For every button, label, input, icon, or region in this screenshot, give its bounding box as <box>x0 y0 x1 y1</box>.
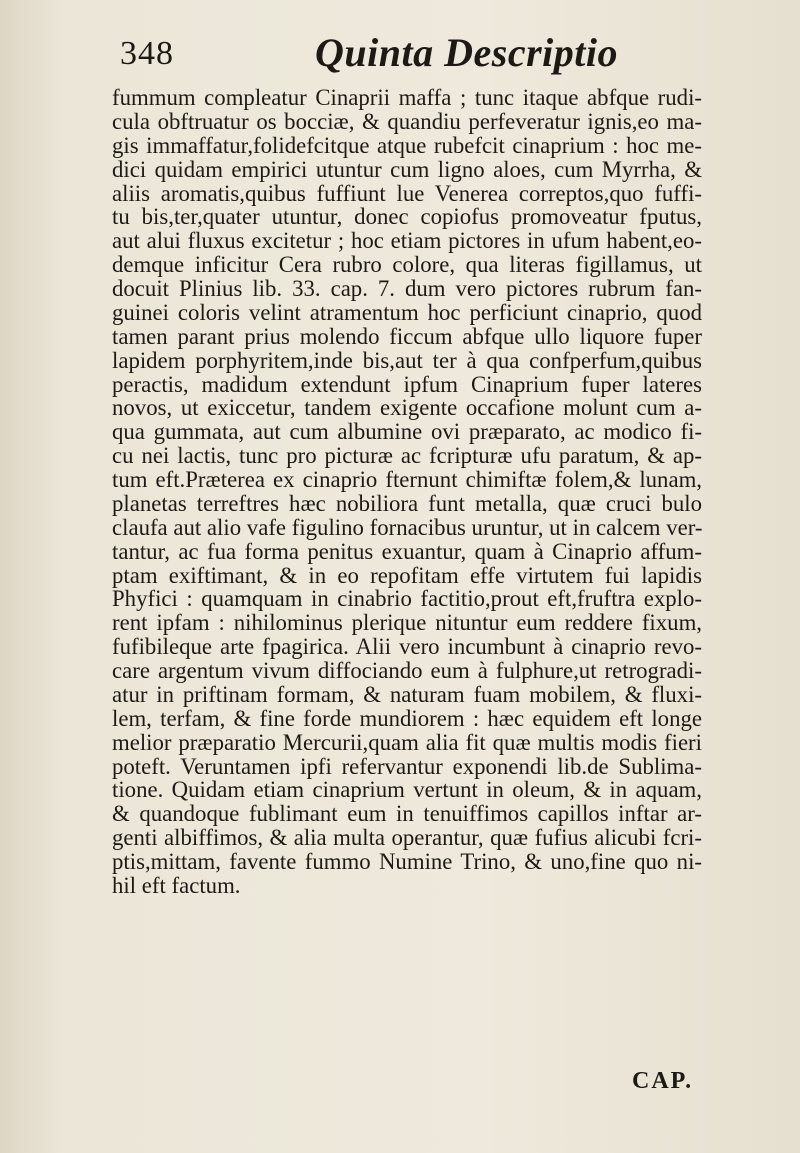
text-line: melior præparatio Mercurii,quam alia fit quæ multis modis fieri <box>112 729 702 755</box>
text-line: ptis,mittam, favente fummo Numine Trino, & uno,fine quo ni- <box>112 849 702 874</box>
text-line: novos, ut exiccetur, tandem exigente occafione molunt cum a- <box>112 395 702 421</box>
text-line-last: hil eft factum. <box>112 872 241 898</box>
text-line: peractis, madidum extendunt ipfum Cinaprium fuper lateres <box>112 371 702 397</box>
catchword: CAP. <box>632 1068 694 1094</box>
text-line: gis immaffatur,folidefcitque atque rubefcit cinaprium : hoc me- <box>112 132 702 158</box>
text-line: atur in priftinam formam, & naturam fuam mobilem, & fluxi- <box>112 681 702 707</box>
text-line: aut alui fluxus excitetur ; hoc etiam pictores in ufum habent,eo- <box>112 228 702 254</box>
page-number: 348 <box>120 35 174 72</box>
text-line: fufibileque arte fpagirica. Alii vero incumbunt à cinaprio revo- <box>112 634 702 660</box>
text-line: poteft. Veruntamen ipfi refervantur exponendi lib.de Sublima- <box>112 753 702 779</box>
text-line: dici quidam empirici utuntur cum ligno aloes, cum Myrrha, & <box>112 156 702 182</box>
text-line: care argentum vivum diffociando eum à fulphure,ut retrogradi- <box>112 658 702 683</box>
text-line: tu bis,ter,quater utuntur, donec copiofus promoveatur fputus, <box>112 204 702 230</box>
text-line: tione. Quidam etiam cinaprium vertunt in oleum, & in aquam, <box>112 777 702 803</box>
text-line: tamen parant prius molendo ficcum abfque ullo liquore fuper <box>112 323 702 349</box>
text-line: planetas terreftres hæc nobiliora funt metalla, quæ cruci bulo <box>112 490 702 516</box>
text-line: fummum compleatur Cinaprii maffa ; tunc itaque abfque rudi- <box>112 85 702 110</box>
body-text <box>112 86 702 898</box>
text-line: tantur, ac fua forma penitus exuantur, quam à Cinaprio affum- <box>112 538 702 564</box>
running-title: Quinta Descriptio <box>315 30 618 75</box>
text-line: cu nei lactis, tunc pro picturæ ac fcripturæ ufu paratum, & ap- <box>112 443 702 469</box>
text-line: aliis aromatis,quibus fuffiunt lue Venerea correptos,quo fuffi- <box>112 180 702 206</box>
text-line: claufa aut alio vafe figulino fornacibus uruntur, ut in calcem ver- <box>112 514 703 540</box>
text-line: qua gummata, aut cum albumine ovi præparato, ac modico fi- <box>112 419 702 445</box>
text-line: docuit Plinius lib. 33. cap. 7. dum vero pictores rubrum fan- <box>112 276 702 301</box>
text-line: & quandoque fublimant eum in tenuiffimos capillos inftar ar- <box>112 801 702 827</box>
text-line: genti albiffimos, & alia multa operantur, quæ fufius alicubi fcri- <box>112 825 702 851</box>
text-line: Phyfici : quamquam in cinabrio factitio,prout eft,fruftra explo- <box>112 586 702 612</box>
text-line: tum eft.Præterea ex cinaprio fternunt chimiftæ folem,& lunam, <box>112 467 702 492</box>
text-line: demque inficitur Cera rubro colore, qua literas figillamus, ut <box>112 252 702 278</box>
text-line: ptam exiftimant, & in eo repofitam effe virtutem fui lapidis <box>112 562 702 588</box>
text-line: lapidem porphyritem,inde bis,aut ter à qua confperfum,quibus <box>112 347 702 373</box>
text-line: rent ipfam : nihilominus plerique nituntur eum reddere fixum, <box>112 610 702 636</box>
text-line: lem, terfam, & fine forde mundiorem : hæc equidem eft longe <box>112 705 702 731</box>
text-line: cula obftruatur os bocciæ, & quandiu perfeveratur ignis,eo ma- <box>112 108 702 134</box>
text-line: guinei coloris velint atramentum hoc perficiunt cinaprio, quod <box>112 299 702 325</box>
